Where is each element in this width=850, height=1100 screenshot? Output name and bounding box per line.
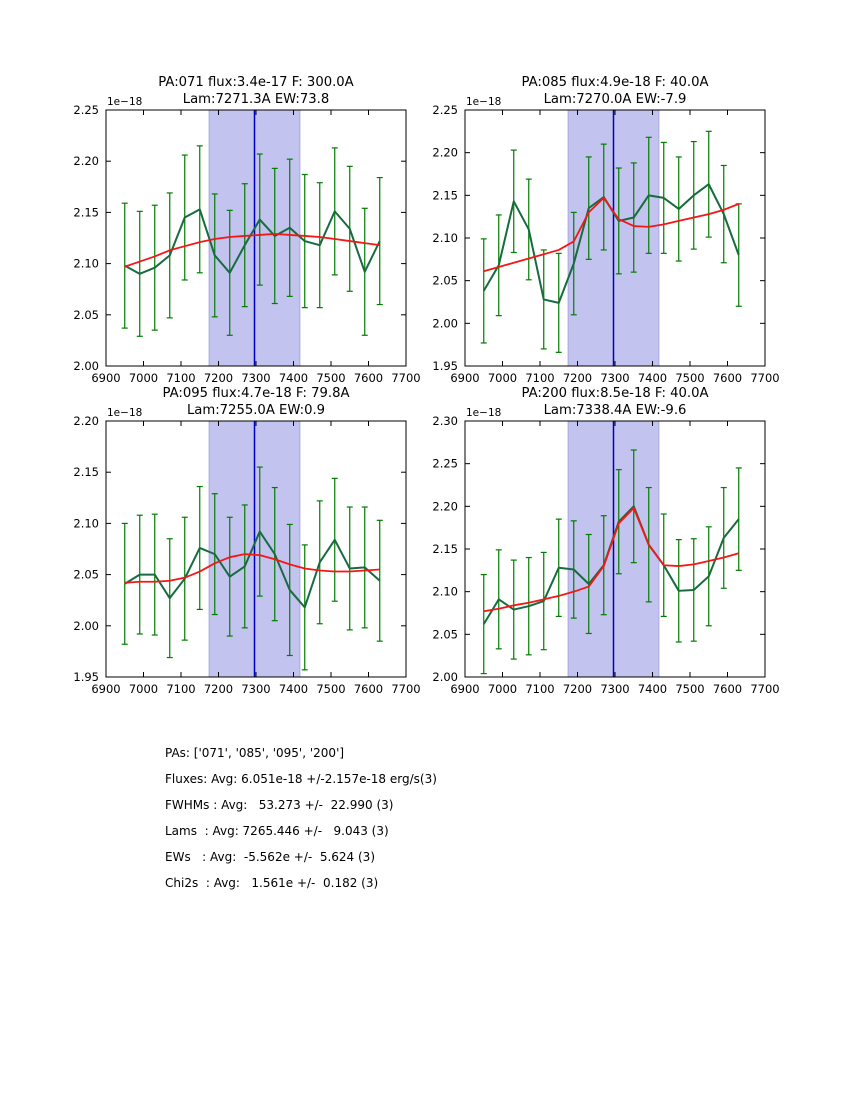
x-tick-label: 6900 [91, 682, 121, 696]
panel-title-line1: PA:085 flux:4.9e-18 F: 40.0A [521, 75, 709, 90]
panel-title-line2: Lam:7271.3A EW:73.8 [182, 92, 330, 107]
y-tick-label: 2.05 [432, 627, 458, 642]
summary-line-ews: EWs : Avg: -5.562e +/- 5.624 (3) [165, 850, 375, 864]
x-tick-label: 7200 [562, 682, 593, 696]
x-tick-label: 7500 [316, 371, 346, 385]
y-axis-offset-label: 1e−18 [466, 96, 502, 108]
y-tick-label: 2.10 [73, 516, 99, 531]
x-tick-label: 7700 [391, 682, 421, 696]
y-tick-label: 2.10 [432, 584, 458, 599]
x-tick-label: 7700 [391, 371, 421, 385]
x-tick-label: 7700 [750, 682, 780, 696]
y-tick-label: 2.25 [432, 456, 458, 471]
x-tick-label: 7100 [166, 371, 196, 385]
y-tick-label: 2.15 [432, 188, 458, 203]
x-tick-label: 7100 [525, 682, 555, 696]
panel-title-line1: PA:071 flux:3.4e-17 F: 300.0A [158, 75, 354, 90]
x-tick-label: 7600 [712, 682, 743, 696]
x-tick-label: 7300 [241, 371, 271, 385]
x-tick-label: 7400 [278, 371, 309, 385]
panel-pa200 [432, 386, 779, 696]
y-tick-label: 2.20 [73, 414, 99, 428]
y-axis-offset-label: 1e−18 [107, 96, 143, 108]
panel-title-line2: Lam:7255.0A EW:0.9 [186, 403, 326, 418]
x-tick-label: 7400 [637, 371, 668, 385]
y-tick-label: 2.15 [73, 465, 99, 480]
summary-line-fluxes: Fluxes: Avg: 6.051e-18 +/-2.157e-18 erg/s(3) [165, 772, 437, 786]
x-tick-label: 7500 [316, 682, 346, 696]
x-tick-label: 7400 [278, 682, 309, 696]
summary-line-fwhms: FWHMs : Avg: 53.273 +/- 22.990 (3) [165, 798, 394, 812]
x-tick-label: 7200 [562, 371, 593, 385]
panel-title-line1: PA:095 flux:4.7e-18 F: 79.8A [162, 386, 350, 401]
y-tick-label: 2.10 [432, 231, 458, 245]
panel-title-line1: PA:200 flux:8.5e-18 F: 40.0A [521, 386, 709, 401]
x-tick-label: 7300 [600, 371, 630, 385]
panel-pa085 [432, 75, 779, 385]
x-tick-label: 7400 [637, 682, 668, 696]
y-axis-offset-label: 1e−18 [466, 407, 502, 419]
x-tick-label: 7000 [487, 682, 518, 696]
x-tick-label: 7500 [675, 682, 705, 696]
x-tick-label: 7100 [166, 682, 196, 696]
x-tick-label: 7600 [712, 371, 743, 385]
x-tick-label: 7000 [128, 371, 159, 385]
y-tick-label: 2.05 [73, 567, 99, 582]
panel-title-line2: Lam:7338.4A EW:-9.6 [543, 403, 687, 418]
y-tick-label: 2.10 [73, 256, 99, 271]
x-tick-label: 6900 [450, 371, 480, 385]
x-tick-label: 7500 [675, 371, 705, 385]
summary-line-chi2s: Chi2s : Avg: 1.561e +/- 0.182 (3) [165, 876, 379, 890]
x-tick-label: 7000 [487, 371, 518, 385]
y-tick-label: 2.30 [432, 414, 458, 428]
x-tick-label: 6900 [450, 682, 480, 696]
y-tick-label: 2.25 [432, 103, 458, 117]
y-tick-label: 2.25 [73, 103, 99, 117]
x-tick-label: 7000 [128, 682, 159, 696]
y-tick-label: 2.20 [432, 145, 458, 160]
x-tick-label: 7300 [600, 682, 630, 696]
y-tick-label: 1.95 [73, 670, 99, 684]
summary-line-lams: Lams : Avg: 7265.446 +/- 9.043 (3) [165, 824, 389, 838]
y-tick-label: 1.95 [432, 359, 458, 373]
y-tick-label: 2.15 [432, 542, 458, 556]
panel-title-line2: Lam:7270.0A EW:-7.9 [543, 92, 687, 107]
y-axis-offset-label: 1e−18 [107, 407, 143, 419]
summary-block [165, 740, 437, 896]
y-tick-label: 2.20 [432, 499, 458, 514]
summary-line-pas: PAs: ['071', '085', '095', '200'] [165, 746, 345, 760]
y-tick-label: 2.05 [73, 307, 99, 322]
x-tick-label: 7300 [241, 682, 271, 696]
panel-pa071 [73, 75, 420, 385]
y-tick-label: 2.05 [432, 273, 458, 288]
x-tick-label: 7700 [750, 371, 780, 385]
y-tick-label: 2.20 [73, 154, 99, 169]
y-tick-label: 2.00 [73, 359, 99, 373]
y-tick-label: 2.00 [73, 618, 99, 633]
x-tick-label: 7200 [203, 371, 234, 385]
x-tick-label: 7200 [203, 682, 234, 696]
x-tick-label: 7600 [353, 682, 384, 696]
y-tick-label: 2.15 [73, 205, 99, 220]
x-tick-label: 6900 [91, 371, 121, 385]
y-tick-label: 2.00 [432, 316, 458, 331]
x-tick-label: 7600 [353, 371, 384, 385]
y-tick-label: 2.00 [432, 670, 458, 684]
panel-pa095 [73, 386, 420, 696]
x-tick-label: 7100 [525, 371, 555, 385]
